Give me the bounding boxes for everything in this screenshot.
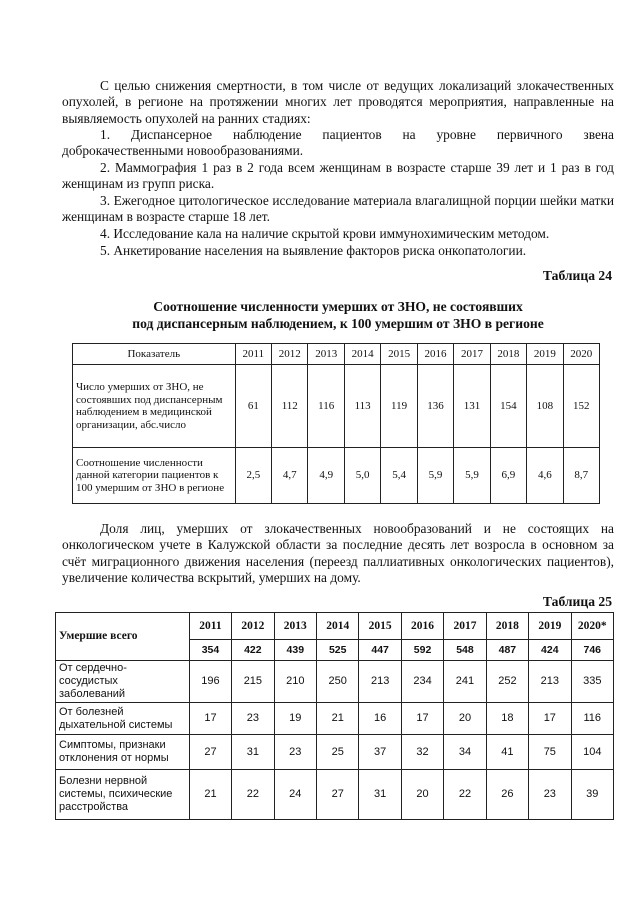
- year-header: 2014: [317, 613, 359, 640]
- column-header: Умершие всего: [56, 613, 190, 661]
- cell: 23: [529, 770, 571, 820]
- total-cell: 447: [359, 640, 401, 661]
- year-header: 2019: [527, 344, 563, 365]
- table-24-label: Таблица 24: [542, 268, 612, 283]
- cell: 75: [529, 735, 571, 770]
- year-header: 2015: [359, 613, 401, 640]
- cell: 5,4: [381, 448, 417, 504]
- table-row: [56, 661, 614, 703]
- list-item-1: 1. Диспансерное наблюдение пациентов на уровне первичного звена доброкачественными новообразованиями.: [62, 127, 614, 159]
- cell: 213: [529, 661, 571, 703]
- year-header: 2012: [272, 344, 308, 365]
- cell: 210: [274, 661, 316, 703]
- cell: 335: [571, 661, 613, 703]
- cell: 31: [359, 770, 401, 820]
- cell: 17: [189, 703, 231, 735]
- cell: 21: [317, 703, 359, 735]
- cell: 112: [272, 365, 308, 448]
- row-label: Число умерших от ЗНО, не состоявших под диспансерным наблюдением в медицинской организации, абс.число: [73, 365, 236, 448]
- cell: 2,5: [235, 448, 271, 504]
- cell: 34: [444, 735, 486, 770]
- cell: 154: [490, 365, 526, 448]
- cell: 113: [344, 365, 380, 448]
- total-cell: 746: [571, 640, 613, 661]
- list-item-5: 5. Анкетирование населения на выявление факторов риска онкопатологии.: [100, 243, 527, 258]
- year-header: 2013: [308, 344, 344, 365]
- table-row: [56, 613, 614, 640]
- intro-paragraph: С целью снижения смертности, в том числе от ведущих локализаций злокачественных опухолей, в регионе на протяжении многих лет проводятся мероприятия, направленные на выявляемость опухолей на ранних стадиях:: [62, 78, 614, 126]
- cell: 18: [486, 703, 528, 735]
- list-item-2: 2. Маммография 1 раз в 2 года всем женщинам в возрасте старше 39 лет и 1 раз в год женщинам из групп риска.: [62, 160, 614, 192]
- row-label: Соотношение численности данной категории пациентов к 100 умершим от ЗНО в регионе: [73, 448, 236, 504]
- cell: 37: [359, 735, 401, 770]
- year-header: 2020: [563, 344, 599, 365]
- cell: 25: [317, 735, 359, 770]
- table-row: [56, 703, 614, 735]
- year-header: 2015: [381, 344, 417, 365]
- cell: 19: [274, 703, 316, 735]
- cell: 24: [274, 770, 316, 820]
- year-header: 2012: [232, 613, 274, 640]
- cell: 22: [444, 770, 486, 820]
- total-cell: 439: [274, 640, 316, 661]
- row-label: От сердечно-сосудистых заболеваний: [56, 661, 190, 703]
- cell: 23: [232, 703, 274, 735]
- cell: 39: [571, 770, 613, 820]
- cell: 27: [189, 735, 231, 770]
- cell: 32: [401, 735, 443, 770]
- table-25: [55, 612, 614, 820]
- cell: 5,9: [417, 448, 453, 504]
- list-item-4: 4. Исследование кала на наличие скрытой крови иммунохимическим методом.: [100, 226, 550, 241]
- cell: 20: [444, 703, 486, 735]
- cell: 17: [529, 703, 571, 735]
- cell: 213: [359, 661, 401, 703]
- total-cell: 525: [317, 640, 359, 661]
- table-row: [73, 365, 600, 448]
- year-header: 2014: [344, 344, 380, 365]
- cell: 241: [444, 661, 486, 703]
- middle-paragraph: Доля лиц, умерших от злокачественных новообразований и не состоящих на онкологическом учете в Калужской области за последние десять лет возросла в основном за счёт миграционного движения населения (переезд паллиативных онкологических пациентов), увеличение количества вскрытий, умерших на дому.: [62, 521, 614, 586]
- cell: 5,9: [454, 448, 490, 504]
- table-24: [72, 343, 600, 504]
- cell: 41: [486, 735, 528, 770]
- table-24-title-line2: под диспансерным наблюдением, к 100 умершим от ЗНО в регионе: [132, 316, 544, 331]
- cell: 4,7: [272, 448, 308, 504]
- cell: 252: [486, 661, 528, 703]
- cell: 116: [571, 703, 613, 735]
- table-row: [73, 344, 600, 365]
- cell: 234: [401, 661, 443, 703]
- year-header: 2020*: [571, 613, 613, 640]
- cell: 250: [317, 661, 359, 703]
- row-label: Симптомы, признаки отклонения от нормы: [56, 735, 190, 770]
- total-cell: 592: [401, 640, 443, 661]
- total-cell: 354: [189, 640, 231, 661]
- total-cell: 424: [529, 640, 571, 661]
- cell: 27: [317, 770, 359, 820]
- cell: 8,7: [563, 448, 599, 504]
- list-item-3: 3. Ежегодное цитологическое исследование материала влагалищной порции шейки матки женщинам в возрасте старше 18 лет.: [62, 193, 614, 225]
- row-label: Болезни нервной системы, психические расстройства: [56, 770, 190, 820]
- cell: 215: [232, 661, 274, 703]
- cell: 17: [401, 703, 443, 735]
- year-header: 2011: [235, 344, 271, 365]
- year-header: 2017: [454, 344, 490, 365]
- year-header: 2016: [401, 613, 443, 640]
- table-24-title-line1: Соотношение численности умерших от ЗНО, не состоявших: [153, 299, 523, 314]
- year-header: 2013: [274, 613, 316, 640]
- cell: 104: [571, 735, 613, 770]
- cell: 4,9: [308, 448, 344, 504]
- row-label: От болезней дыхательной системы: [56, 703, 190, 735]
- cell: 31: [232, 735, 274, 770]
- total-cell: 487: [486, 640, 528, 661]
- total-cell: 422: [232, 640, 274, 661]
- cell: 22: [232, 770, 274, 820]
- cell: 5,0: [344, 448, 380, 504]
- cell: 131: [454, 365, 490, 448]
- cell: 16: [359, 703, 401, 735]
- cell: 6,9: [490, 448, 526, 504]
- cell: 119: [381, 365, 417, 448]
- table-row: [56, 735, 614, 770]
- cell: 108: [527, 365, 563, 448]
- cell: 136: [417, 365, 453, 448]
- column-header: Показатель: [73, 344, 236, 365]
- table-row: [56, 770, 614, 820]
- total-cell: 548: [444, 640, 486, 661]
- cell: 196: [189, 661, 231, 703]
- cell: 4,6: [527, 448, 563, 504]
- cell: 61: [235, 365, 271, 448]
- cell: 20: [401, 770, 443, 820]
- table-row: [73, 448, 600, 504]
- year-header: 2018: [490, 344, 526, 365]
- year-header: 2011: [189, 613, 231, 640]
- table-25-label: Таблица 25: [542, 594, 612, 609]
- cell: 26: [486, 770, 528, 820]
- year-header: 2016: [417, 344, 453, 365]
- year-header: 2019: [529, 613, 571, 640]
- year-header: 2018: [486, 613, 528, 640]
- year-header: 2017: [444, 613, 486, 640]
- cell: 23: [274, 735, 316, 770]
- cell: 21: [189, 770, 231, 820]
- cell: 116: [308, 365, 344, 448]
- cell: 152: [563, 365, 599, 448]
